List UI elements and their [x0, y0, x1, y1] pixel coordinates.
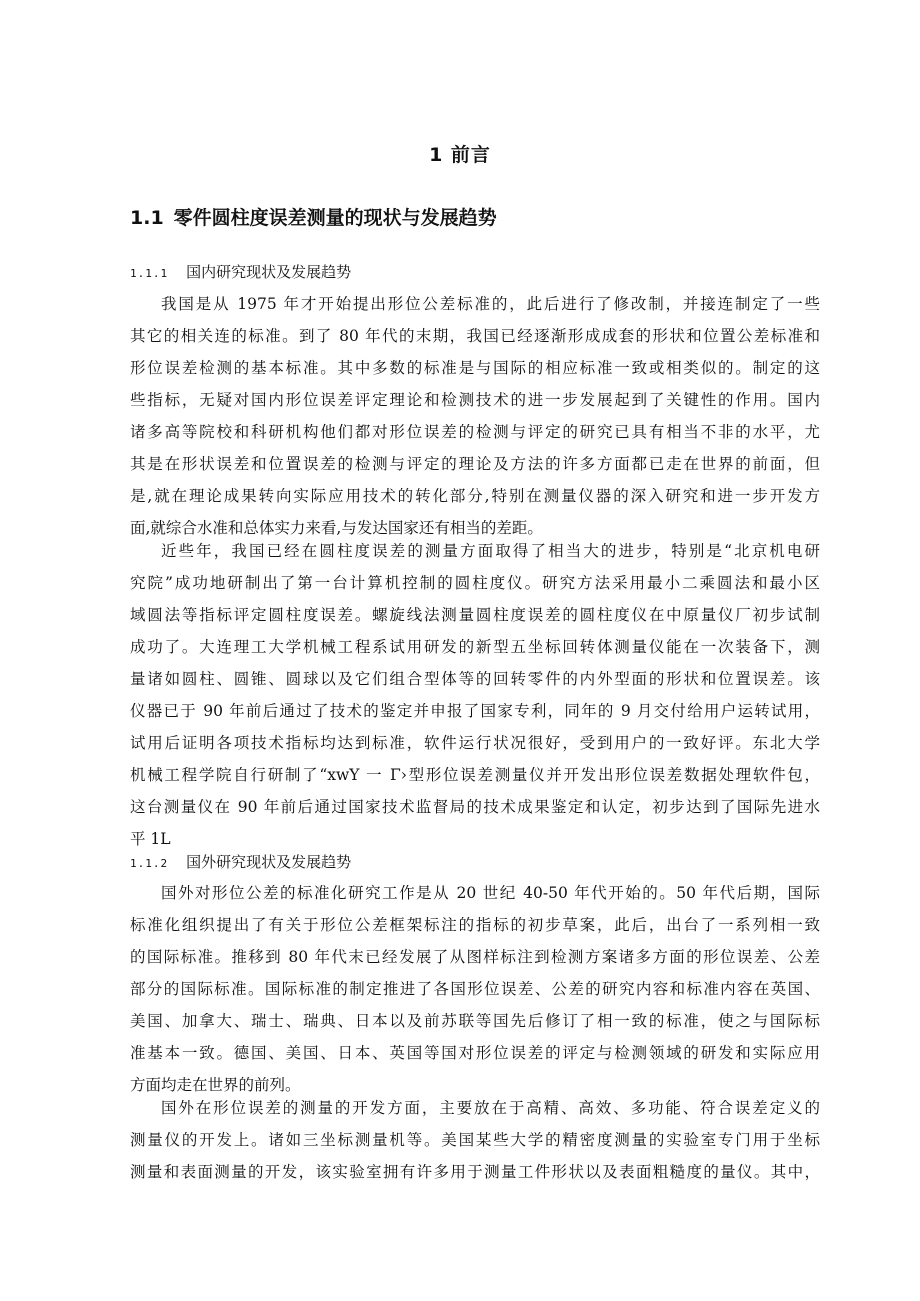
- section-title: 零件圆柱度误差测量的现状与发展趋势: [173, 207, 497, 229]
- text-line: 准基本一致。德国、美国、日本、英国等国对形位误差的评定与检测领域的研发和实际应用: [130, 1044, 820, 1062]
- subsection-heading-2: [130, 851, 351, 872]
- text-line: 近些年，我国已经在圆柱度误差的测量方面取得了相当大的进步，特别是“北京机电研: [161, 542, 820, 560]
- text-line: 是,就在理论成果转向实际应用技术的转化部分,特别在测量仪器的深入研究和进一步开发方: [130, 487, 820, 505]
- paragraph-foreign-2: [130, 1092, 820, 1188]
- text-line: 些指标，无疑对国内形位误差评定理论和检测技术的进一步发展起到了关键性的作用。国内: [130, 391, 820, 409]
- text-line: 测量和表面测量的开发，该实验室拥有许多用于测量工件形状以及表面粗糙度的量仪。其中，: [130, 1163, 820, 1181]
- text-line: 的国际标准。推移到 80 年代末已经发展了从图样标注到检测方案诸多方面的形位误差、公差: [130, 948, 820, 966]
- chapter-title: 1 前言: [429, 144, 491, 166]
- text-line: 量诸如圆柱、圆锥、圆球以及它们组合型体等的回转零件的内外型面的形状和位置误差。该: [130, 670, 820, 688]
- text-line: 域圆法等指标评定圆柱度误差。螺旋线法测量圆柱度误差的圆柱度仪在中原量仪厂初步试制: [130, 606, 820, 624]
- text-line: 其是在形状误差和位置误差的检测与评定的理论及方法的许多方面都已走在世界的前面，但: [130, 455, 820, 473]
- text-line: 其它的相关连的标准。到了 80 年代的末期，我国已经逐渐形成成套的形状和位置公差标准和: [130, 327, 820, 345]
- text-line: 仪器已于 90 年前后通过了技术的鉴定并申报了国家专利，同年的 9 月交付给用户运转试用，: [130, 702, 820, 720]
- text-line: 究院”成功地研制出了第一台计算机控制的圆柱度仪。研究方法采用最小二乘圆法和最小区: [130, 574, 820, 592]
- subsection-number: 1.1.1: [130, 267, 169, 280]
- text-line: 测量仪的开发上。诸如三坐标测量机等。美国某些大学的精密度测量的实验室专门用于坐标: [130, 1131, 820, 1149]
- text-line: 平 1L: [130, 830, 171, 848]
- text-line: 我国是从 1975 年才开始提出形位公差标准的，此后进行了修改制，并接连制定了一些: [161, 295, 820, 313]
- subsection-heading-1: [130, 261, 351, 282]
- subsection-title: 国内研究现状及发展趋势: [186, 263, 352, 281]
- text-line: 面,就综合水准和总体实力来看,与发达国家还有相当的差距。: [130, 519, 543, 537]
- subsection-title: 国外研究现状及发展趋势: [186, 853, 352, 871]
- text-line: 方面均走在世界的前列。: [130, 1076, 301, 1094]
- text-line: 形位误差检测的基本标准。其中多数的标准是与国际的相应标准一致或相类似的。制定的这: [130, 359, 820, 377]
- section-number: 1.1: [130, 207, 164, 229]
- paragraph-foreign-1: [130, 877, 820, 1101]
- text-line: 部分的国际标准。国际标准的制定推进了各国形位误差、公差的研究内容和标准内容在英国、: [130, 980, 820, 998]
- text-line: 美国、加拿大、瑞士、瑞典、日本以及前苏联等国先后修订了相一致的标准，使之与国际标: [130, 1012, 820, 1030]
- text-line: 标准化组织提出了有关于形位公差框架标注的指标的初步草案，此后，出台了一系列相一致: [130, 916, 820, 934]
- paragraph-domestic-2: [130, 535, 820, 855]
- paragraph-domestic-1: [130, 288, 820, 544]
- text-line: 试用后证明各项技术指标均达到标准，软件运行状况很好，受到用户的一致好评。东北大学: [130, 734, 820, 752]
- text-line: 成功了。大连理工大学机械工程系试用研发的新型五坐标回转体测量仪能在一次装备下，测: [130, 638, 820, 656]
- subsection-number: 1.1.2: [130, 857, 169, 870]
- text-line: 国外对形位公差的标准化研究工作是从 20 世纪 40-50 年代开始的。50 年代后期，国际: [161, 884, 820, 902]
- text-line: 机械工程学院自行研制了“xwY 一 Γ›型形位误差测量仪并开发出形位误差数据处理软件包，: [130, 766, 820, 784]
- section-heading: [130, 203, 497, 230]
- text-line: 这台测量仪在 90 年前后通过国家技术监督局的技术成果鉴定和认定，初步达到了国际先进水: [130, 798, 820, 816]
- text-line: 诸多高等院校和科研机构他们都对形位误差的检测与评定的研究已具有相当不非的水平，尤: [130, 423, 820, 441]
- text-line: 国外在形位误差的测量的开发方面，主要放在于高精、高效、多功能、符合误差定义的: [161, 1099, 820, 1117]
